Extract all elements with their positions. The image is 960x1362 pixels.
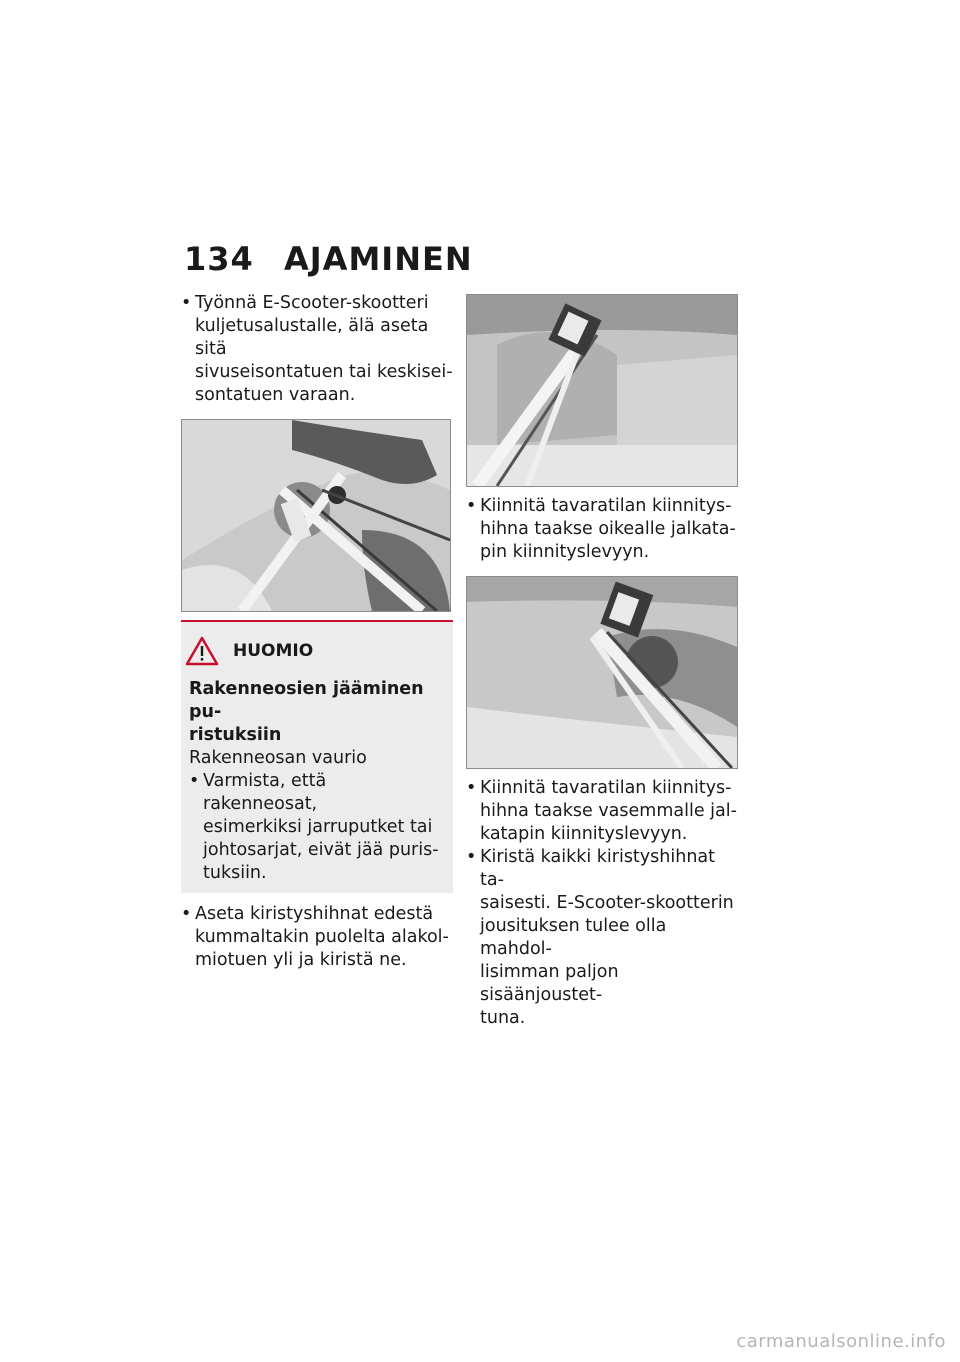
notice-title: HUOMIO xyxy=(233,640,314,661)
text-line: Kiinnitä tavaratilan kiinnitys- xyxy=(480,778,732,798)
text-line: Kiinnitä tavaratilan kiinnitys- xyxy=(480,496,732,516)
bullet-dot: • xyxy=(189,771,200,791)
warning-triangle-icon xyxy=(185,636,219,666)
text-line: tuksiin. xyxy=(203,863,267,883)
bullet-dot: • xyxy=(466,847,477,867)
chapter-title: AJAMINEN xyxy=(284,240,473,278)
bullet-dot: • xyxy=(181,904,192,924)
bullet-dot: • xyxy=(181,293,192,313)
text-line: katapin kiinnityslevyyn. xyxy=(480,824,688,844)
text-line: tuna. xyxy=(480,1008,526,1028)
text-line: Varmista, että rakenneosat, xyxy=(203,771,327,814)
notice-subtitle xyxy=(189,678,445,747)
text-line: kummaltakin puolelta alakol- xyxy=(195,927,449,947)
text-line: pin kiinnityslevyyn. xyxy=(480,542,650,562)
instruction-rear-right xyxy=(466,495,740,564)
instruction-rear-left xyxy=(466,777,740,846)
text-line: Kiristä kaikki kiristyshihnat ta- xyxy=(480,847,715,890)
left-column xyxy=(181,292,453,972)
figure-rear-right-strap-photo xyxy=(466,294,738,487)
page-header xyxy=(184,240,473,278)
text-line: ristuksiin xyxy=(189,725,282,745)
text-line: saisesti. E-Scooter-skootterin xyxy=(480,893,734,913)
text-line: Aseta kiristyshihnat edestä xyxy=(195,904,434,924)
text-line: johtosarjat, eivät jää puris- xyxy=(203,840,439,860)
text-line: kuljetusalustalle, älä aseta sitä xyxy=(195,316,429,359)
text-line: jousituksen tulee olla mahdol- xyxy=(480,916,667,959)
figure-front-strap-photo xyxy=(181,419,451,612)
page-number: 134 xyxy=(184,240,254,278)
instruction-tighten-all xyxy=(466,846,740,1030)
text-line: sivuseisontatuen tai keskisei- xyxy=(195,362,453,382)
instruction-push-scooter xyxy=(181,292,453,407)
notice-action xyxy=(189,770,445,885)
text-line: lisimman paljon sisäänjoustet- xyxy=(480,962,619,1005)
notice-consequence: Rakenneosan vaurio xyxy=(189,748,367,768)
watermark: carmanualsonline.info xyxy=(736,1331,946,1352)
figure-rear-left-strap-photo xyxy=(466,576,738,769)
text-line: Rakenneosien jääminen pu- xyxy=(189,679,424,722)
text-line: Työnnä E-Scooter-skootteri xyxy=(195,293,429,313)
text-line: hihna taakse vasemmalle jal- xyxy=(480,801,737,821)
warning-notice xyxy=(181,620,453,893)
notice-header xyxy=(185,636,445,666)
instruction-front-straps xyxy=(181,903,453,972)
right-column xyxy=(466,292,740,1030)
bullet-dot: • xyxy=(466,778,477,798)
text-line: sontatuen varaan. xyxy=(195,385,356,405)
text-line: hihna taakse oikealle jalkata- xyxy=(480,519,736,539)
bullet-dot: • xyxy=(466,496,477,516)
text-line: miotuen yli ja kiristä ne. xyxy=(195,950,407,970)
text-line: esimerkiksi jarruputket tai xyxy=(203,817,433,837)
